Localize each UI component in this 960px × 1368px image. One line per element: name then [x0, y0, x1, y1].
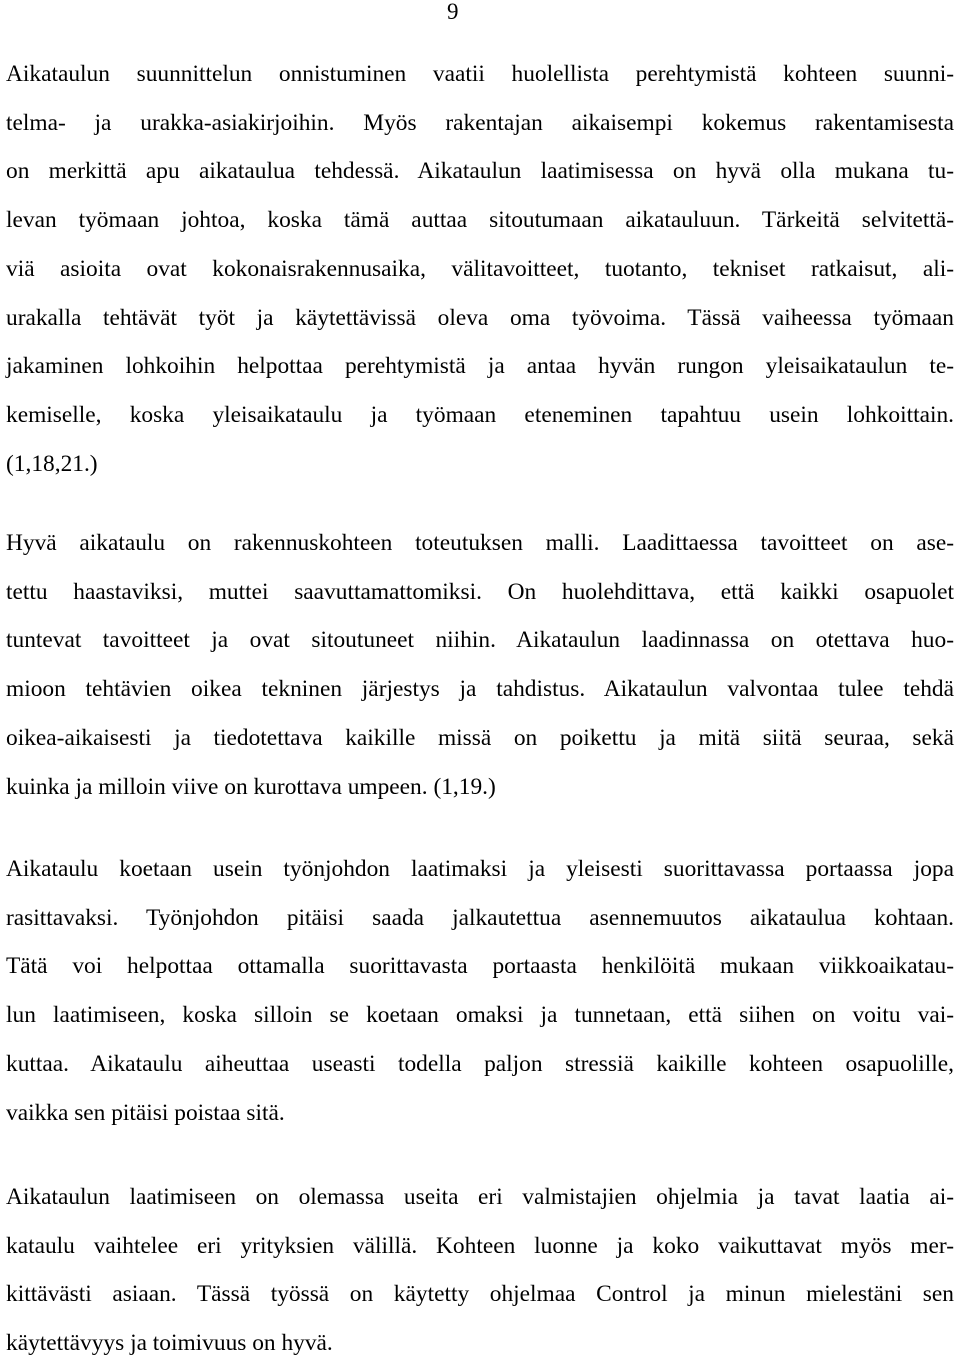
text-line: kuinka ja milloin viive on kurottava umpeen. (1,19.) [6, 773, 496, 800]
text-line: kittävästi asiaan. Tässä työssä on käytetty ohjelmaa Control ja minun mielestäni sen [6, 1281, 954, 1308]
text-line: kataulu vaihtelee eri yrityksien välillä. Kohteen luonne ja koko vaikuttavat myös mer- [6, 1232, 954, 1259]
text-line: vaikka sen pitäisi poistaa sitä. [6, 1099, 285, 1126]
text-line: lun laatimiseen, koska silloin se koetaan omaksi ja tunnetaan, että siihen on voitu vai- [6, 1002, 954, 1029]
text-line: levan työmaan johtoa, koska tämä auttaa sitoutumaan aikatauluun. Tärkeitä selvitettä- [6, 207, 954, 234]
text-line: jakaminen lohkoihin helpottaa perehtymistä ja antaa hyvän rungon yleisaikataulun te- [6, 353, 954, 380]
page-number: 9 [447, 0, 459, 24]
text-line: oikea-aikaisesti ja tiedotettava kaikille missä on poikettu ja mitä siitä seuraa, sekä [6, 724, 954, 751]
text-line: telma- ja urakka-asiakirjoihin. Myös rakentajan aikaisempi kokemus rakentamisesta [6, 109, 954, 136]
text-line: Hyvä aikataulu on rakennuskohteen toteutuksen malli. Laadittaessa tavoitteet on ase- [6, 530, 954, 556]
text-line: tettu haastaviksi, muttei saavuttamattomiksi. On huolehdittava, että kaikki osapuolet [6, 578, 954, 605]
text-line: viä asioita ovat kokonaisrakennusaika, välitavoitteet, tuotanto, tekniset ratkaisut, ali- [6, 255, 954, 282]
text-line: mioon tehtävien oikea tekninen järjestys ja tahdistus. Aikataulun valvontaa tulee tehdä [6, 676, 954, 703]
text-line: Aikataulun suunnittelun onnistuminen vaatii huolellista perehtymistä kohteen suunni- [6, 61, 954, 87]
text-line: urakalla tehtävät työt ja käytettävissä oleva oma työvoima. Tässä vaiheessa työmaan [6, 304, 954, 331]
paragraph-3 [6, 845, 954, 1137]
text-line: käytettävyys ja toimivuus on hyvä. [6, 1330, 333, 1357]
text-line: (1,18,21.) [6, 450, 98, 477]
text-line: Tätä voi helpottaa ottamalla suorittavasta portaasta henkilöitä mukaan viikkoaikatau- [6, 953, 954, 980]
paragraph-1 [6, 50, 954, 488]
text-line: on merkittä apu aikataulua tehdessä. Aikataulun laatimisessa on hyvä olla mukana tu- [6, 158, 954, 185]
text-line: tuntevat tavoitteet ja ovat sitoutuneet niihin. Aikataulun laadinnassa on otettava huo- [6, 627, 954, 654]
paragraph-2 [6, 519, 954, 811]
text-line: Aikataulun laatimiseen on olemassa useita eri valmistajien ohjelmia ja tavat laatia ai- [6, 1184, 954, 1210]
text-line: kemiselle, koska yleisaikataulu ja työmaan eteneminen tapahtuu usein lohkoittain. [6, 401, 954, 428]
text-line: rasittavaksi. Työnjohdon pitäisi saada jalkautettua asennemuutos aikataulua kohtaan. [6, 904, 954, 931]
text-line: Aikataulu koetaan usein työnjohdon laatimaksi ja yleisesti suorittavassa portaassa jopa [6, 856, 954, 882]
paragraph-4 [6, 1173, 954, 1368]
text-line: kuttaa. Aikataulu aiheuttaa useasti todella paljon stressiä kaikille kohteen osapuolille, [6, 1050, 954, 1077]
